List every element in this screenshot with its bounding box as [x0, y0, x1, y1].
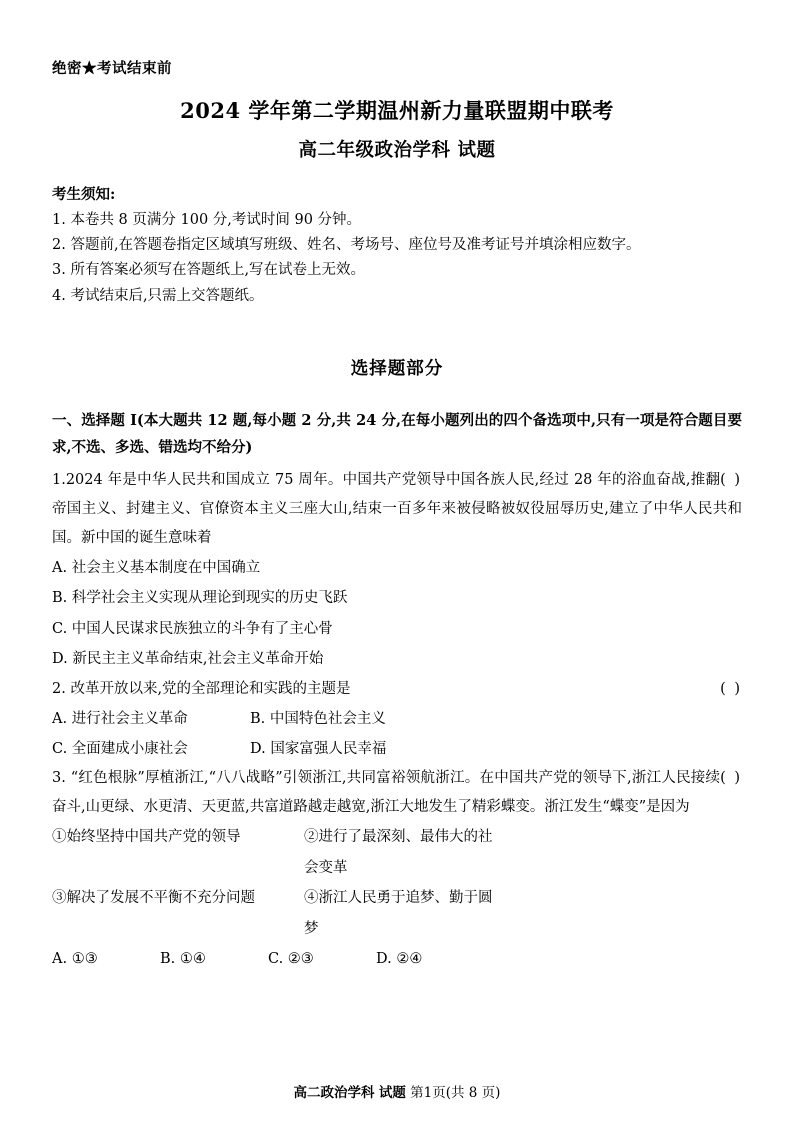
- option-item: C. ②③: [268, 951, 314, 968]
- option-item: C. 中国人民谋求民族独立的斗争有了主心骨: [52, 620, 333, 637]
- notice-heading: 考生须知:: [52, 185, 116, 203]
- option-item: B. ①④: [160, 951, 206, 968]
- question-text: 3. “红色根脉”厚植浙江,“八八战略”引领浙江,共同富裕领航浙江。在中国共产党的领导下,浙江人民接续奋斗,山更绿、水更清、天更蓝,共富道路越走越宽,浙江大地发生了精彩蝶变。浙江发生“蝶变”是因为: [52, 770, 721, 816]
- option-item: ①始终坚持中国共产党的领导: [52, 829, 241, 846]
- option-item: D. 国家富强人民幸福: [250, 740, 387, 757]
- option-item: A. 社会主义基本制度在中国确立: [52, 559, 261, 576]
- part-title: 一、选择题 I(本大题共 12 题,每小题 2 分,共 24 分,在每小题列出的四个备选项中,只有一项是符合题目要求,不选、多选、错选均不给分): [52, 412, 742, 456]
- question-text: 2. 改革开放以来,党的全部理论和实践的主题是: [52, 680, 351, 697]
- notice-item: 4. 考试结束后,只需上交答题纸。: [52, 287, 264, 304]
- footer-page-number: 第1页(共 8 页): [410, 1085, 501, 1101]
- notice-item: 2. 答题前,在答题卷指定区域填写班级、姓名、考场号、座位号及准考证号并填涂相应数字。: [52, 237, 641, 254]
- notice-item: 1. 本卷共 8 页满分 100 分,考试时间 90 分钟。: [52, 211, 362, 228]
- notice-item: 3. 所有答案必须写在答题纸上,写在试卷上无效。: [52, 262, 366, 279]
- option-item: D. ②④: [376, 951, 423, 968]
- option-row: [52, 883, 742, 944]
- option-row: [52, 734, 742, 764]
- option-row: [52, 704, 742, 734]
- option-item: ④浙江人民勇于追梦、勤于圆梦: [304, 890, 493, 937]
- secret-notice: 绝密★考试结束前: [52, 60, 172, 77]
- answer-bracket: ( ): [720, 471, 742, 488]
- option-item: B. 科学社会主义实现从理论到现实的历史飞跃: [52, 590, 348, 607]
- answer-bracket: ( ): [720, 680, 742, 697]
- question-stem: [52, 466, 742, 553]
- option-item: A. ①③: [52, 951, 98, 968]
- answer-bracket: ( ): [720, 770, 742, 787]
- section-heading: 选择题部分: [350, 359, 444, 380]
- page-footer: [0, 1081, 794, 1101]
- question-text: 1.2024 年是中华人民共和国成立 75 周年。中国共产党领导中国各族人民,经过 28 年的浴血奋战,推翻帝国主义、封建主义、官僚资本主义三座大山,结束一百多年来被侵略被奴役屈辱历史,建立了中华人民共和国。新中国的诞生意味着: [52, 471, 742, 546]
- page-subtitle: 高二年级政治学科 试题: [298, 139, 496, 161]
- footer-label: 试题: [378, 1085, 406, 1101]
- option-item: B. 中国特色社会主义: [250, 710, 386, 727]
- option-item: C. 全面建成小康社会: [52, 740, 188, 757]
- option-row: [52, 822, 742, 883]
- option-item: ③解决了发展不平衡不充分问题: [52, 890, 255, 907]
- option-item: ②进行了最深刻、最伟大的社会变革: [304, 829, 493, 876]
- question-stem: [52, 675, 742, 704]
- option-item: A. 进行社会主义革命: [52, 710, 188, 727]
- choice-row: [52, 944, 742, 974]
- question-stem: [52, 764, 742, 822]
- page-title: 2024 学年第二学期温州新力量联盟期中联考: [180, 98, 614, 124]
- footer-subject: 高二政治学科: [293, 1085, 375, 1101]
- option-item: D. 新民主主义革命结束,社会主义革命开始: [52, 651, 324, 668]
